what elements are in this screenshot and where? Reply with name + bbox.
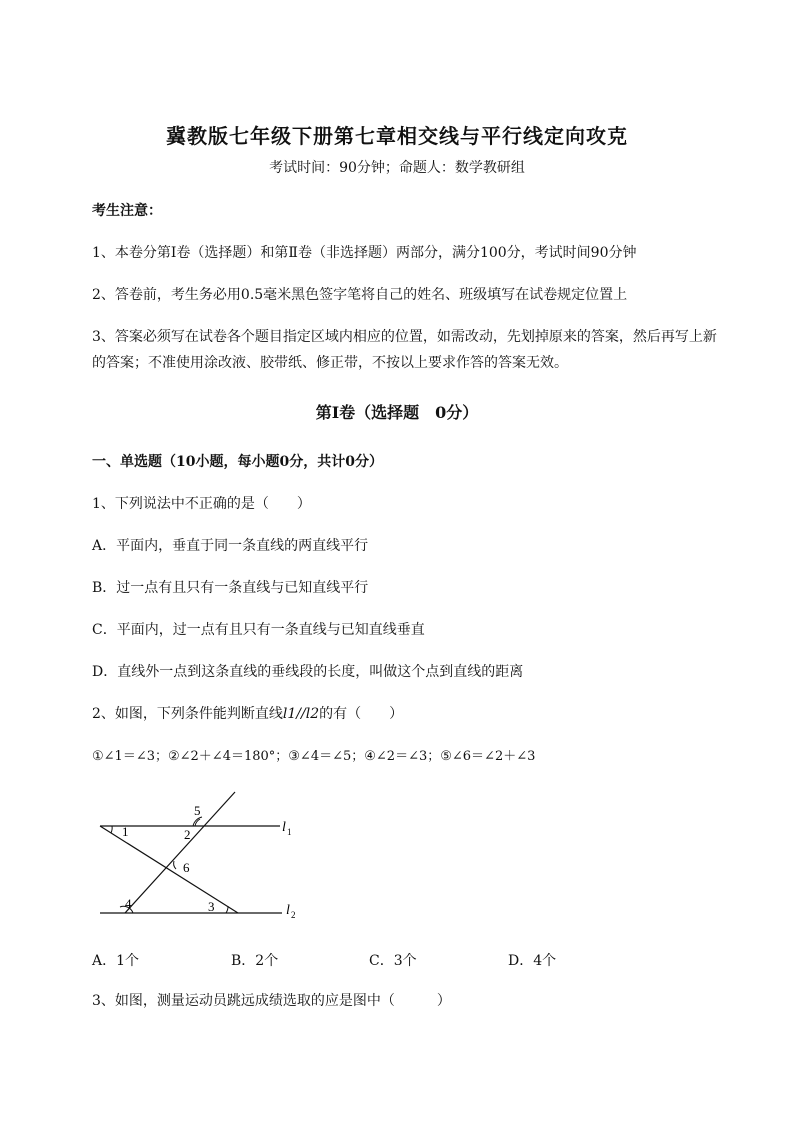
- angle-arc-3: [226, 906, 228, 913]
- q2-conditions: ①∠1＝∠3；②∠2＋∠4＝180°；③∠4＝∠5；④∠2＝∠3；⑤∠6＝∠2＋∠3: [92, 749, 536, 764]
- question-3-stem: 3、如图，测量运动员跳远成绩选取的应是图中（ ）: [92, 993, 451, 1009]
- q2-option-b: B．2个: [231, 953, 279, 969]
- angle-label-5: 5: [194, 803, 201, 818]
- q1-option-c: C．平面内，过一点有且只有一条直线与已知直线垂直: [92, 622, 425, 638]
- q2-stem-math: l1//l2: [282, 706, 320, 722]
- angle-label-4: 4: [125, 896, 132, 911]
- transversal-2: [100, 826, 238, 913]
- q2-option-a: A．1个: [92, 953, 140, 969]
- question-2-stem: [92, 703, 403, 723]
- exam-info: 考试时间：90分钟；命题人：数学教研组: [269, 160, 525, 176]
- question-1-stem: 1、下列说法中不正确的是（ ）: [92, 496, 311, 512]
- q2-stem-suffix: 的有（ ）: [319, 706, 404, 722]
- line-label-l1: l: [282, 820, 286, 835]
- q2-option-d: D．4个: [508, 953, 557, 969]
- notice-item-2: 2、答卷前，考生务必用0.5毫米黑色签字笔将自己的姓名、班级填写在试卷规定位置上: [92, 287, 628, 303]
- notice-item-3: 3、答案必须写在试卷各个题目指定区域内相应的位置，如需改动，先划掉原来的答案，然后再写上新: [92, 329, 717, 345]
- line-label-l2: l: [286, 903, 290, 918]
- section-title: 第I卷（选择题 0分）: [315, 403, 479, 422]
- q1-option-b: B．过一点有且只有一条直线与已知直线平行: [92, 580, 369, 596]
- notice-item-3-cont: 的答案；不准使用涂改液、胶带纸、修正带，不按以上要求作答的答案无效。: [92, 355, 568, 371]
- notice-item-1: 1、本卷分第I卷（选择题）和第Ⅱ卷（非选择题）两部分，满分100分，考试时间90分钟: [92, 245, 637, 261]
- q2-option-c: C．3个: [369, 953, 417, 969]
- q1-option-a: A．平面内，垂直于同一条直线的两直线平行: [92, 538, 369, 554]
- notice-heading: 考生注意：: [92, 203, 162, 219]
- part-heading: 一、单选题（10小题，每小题0分，共计0分）: [92, 454, 383, 470]
- angle-label-6: 6: [183, 860, 190, 875]
- page-title: 冀教版七年级下册第七章相交线与平行线定向攻克: [166, 124, 628, 148]
- q1-option-d: D．直线外一点到这条直线的垂线段的长度，叫做这个点到直线的距离: [92, 664, 524, 680]
- angle-label-2: 2: [184, 827, 191, 842]
- line-label-l1-sub: 1: [287, 827, 292, 837]
- q2-stem-prefix: 2、如图，下列条件能判断直线: [92, 706, 283, 722]
- parallel-lines-figure: [90, 785, 310, 925]
- angle-label-1: 1: [122, 824, 129, 839]
- angle-arc-6: [174, 861, 176, 869]
- angle-label-3: 3: [208, 899, 215, 914]
- angle-arc-1: [111, 826, 112, 833]
- line-label-l2-sub: 2: [291, 910, 296, 920]
